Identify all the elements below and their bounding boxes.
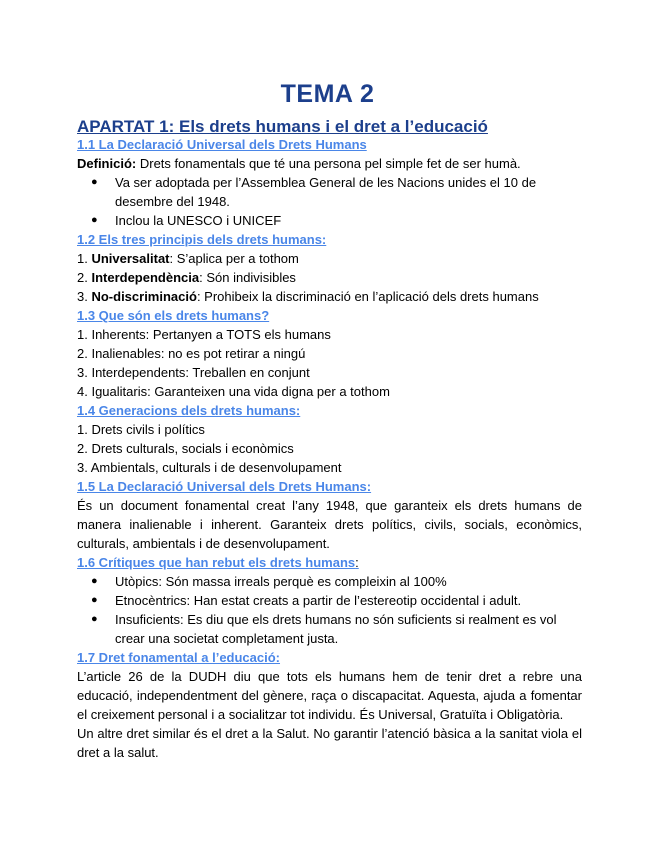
section-heading-1-7: 1.7 Dret fonamental a l’educació:	[77, 650, 281, 665]
apartat-heading: APARTAT 1: Els drets humans i el dret a l’educació	[77, 117, 488, 136]
paragraph: L’article 26 de la DUDH diu que tots els humans hem de tenir dret a rebre una educació, independentment del gènere, raça o discapacitat. Aquesta, ajuda a fomentar el creixement personal i a socialitzar tot individu. És Universal, Gratuïta i Obligatòria.	[77, 669, 582, 722]
paragraph: Un altre dret similar és el dret a la Salut. No garantir l’atenció bàsica a la sanitat viola el dret a la salut.	[77, 726, 582, 760]
list-item: 4. Igualitaris: Garanteixen una vida digna per a tothom	[77, 384, 390, 399]
bullet-icon: ●	[91, 594, 98, 606]
list-item: ● Etnocèntrics: Han estat creats a partir de l’estereotip occidental i adult.	[91, 593, 522, 608]
section-heading-1-4: 1.4 Generacions dels drets humans:	[77, 403, 301, 418]
list-item: 3. Interdependents: Treballen en conjunt	[77, 365, 310, 380]
list-item: ● Inclou la UNESCO i UNICEF	[91, 213, 282, 228]
list-item: 1. Drets civils i polítics	[77, 422, 205, 437]
list-item: 2. Inalienables: no es pot retirar a ningú	[77, 346, 306, 361]
definition-label: Definició:	[77, 156, 137, 171]
bullet-icon: ●	[91, 176, 98, 188]
bullet-icon: ●	[91, 214, 98, 226]
bullet-icon: ●	[91, 575, 98, 587]
section-heading-1-1: 1.1 La Declaració Universal dels Drets Humans	[77, 137, 367, 152]
bullet-list-1-6	[77, 572, 582, 648]
definition-line	[77, 154, 582, 173]
paragraph: És un document fonamental creat l’any 1948, que garanteix els drets humans de manera inalienable i inherent. Garanteix drets polítics, civils, socials, econòmics, culturals, ambientals i de desenvolupament.	[77, 498, 582, 551]
list-item: ● Va ser adoptada per l’Assemblea General de les Nacions unides el 10 de desembre del 1948.	[91, 175, 537, 209]
section-heading-1-2: 1.2 Els tres principis dels drets humans:	[77, 232, 327, 247]
list-item: ● Utòpics: Són massa irreals perquè es compleixin al 100%	[91, 574, 447, 589]
page-title: TEMA 2	[280, 80, 375, 108]
list-item: 2. Interdependència: Són indivisibles	[77, 270, 296, 285]
list-item: 1. Inherents: Pertanyen a TOTS els humans	[77, 327, 331, 342]
list-item: ● Insuficients: Es diu que els drets humans no són suficients si realment es vol crear una societat completament justa.	[91, 612, 557, 646]
bullet-icon: ●	[91, 613, 98, 625]
definition-text: Drets fonamentals que té una persona pel simple fet de ser humà.	[136, 156, 521, 171]
bullet-list-1-1	[77, 173, 582, 230]
list-item: 1. Universalitat: S’aplica per a tothom	[77, 251, 299, 266]
section-heading-1-3: 1.3 Que són els drets humans?	[77, 308, 270, 323]
section-heading-1-6: 1.6 Crítiques que han rebut els drets humans:	[77, 555, 359, 570]
list-item: 3. Ambientals, culturals i de desenvolupament	[77, 460, 342, 475]
document-body	[77, 135, 582, 762]
list-item: 3. No-discriminació: Prohibeix la discriminació en l’aplicació dels drets humans	[77, 289, 539, 304]
list-item: 2. Drets culturals, socials i econòmics	[77, 441, 294, 456]
section-heading-1-5: 1.5 La Declaració Universal dels Drets Humans:	[77, 479, 372, 494]
